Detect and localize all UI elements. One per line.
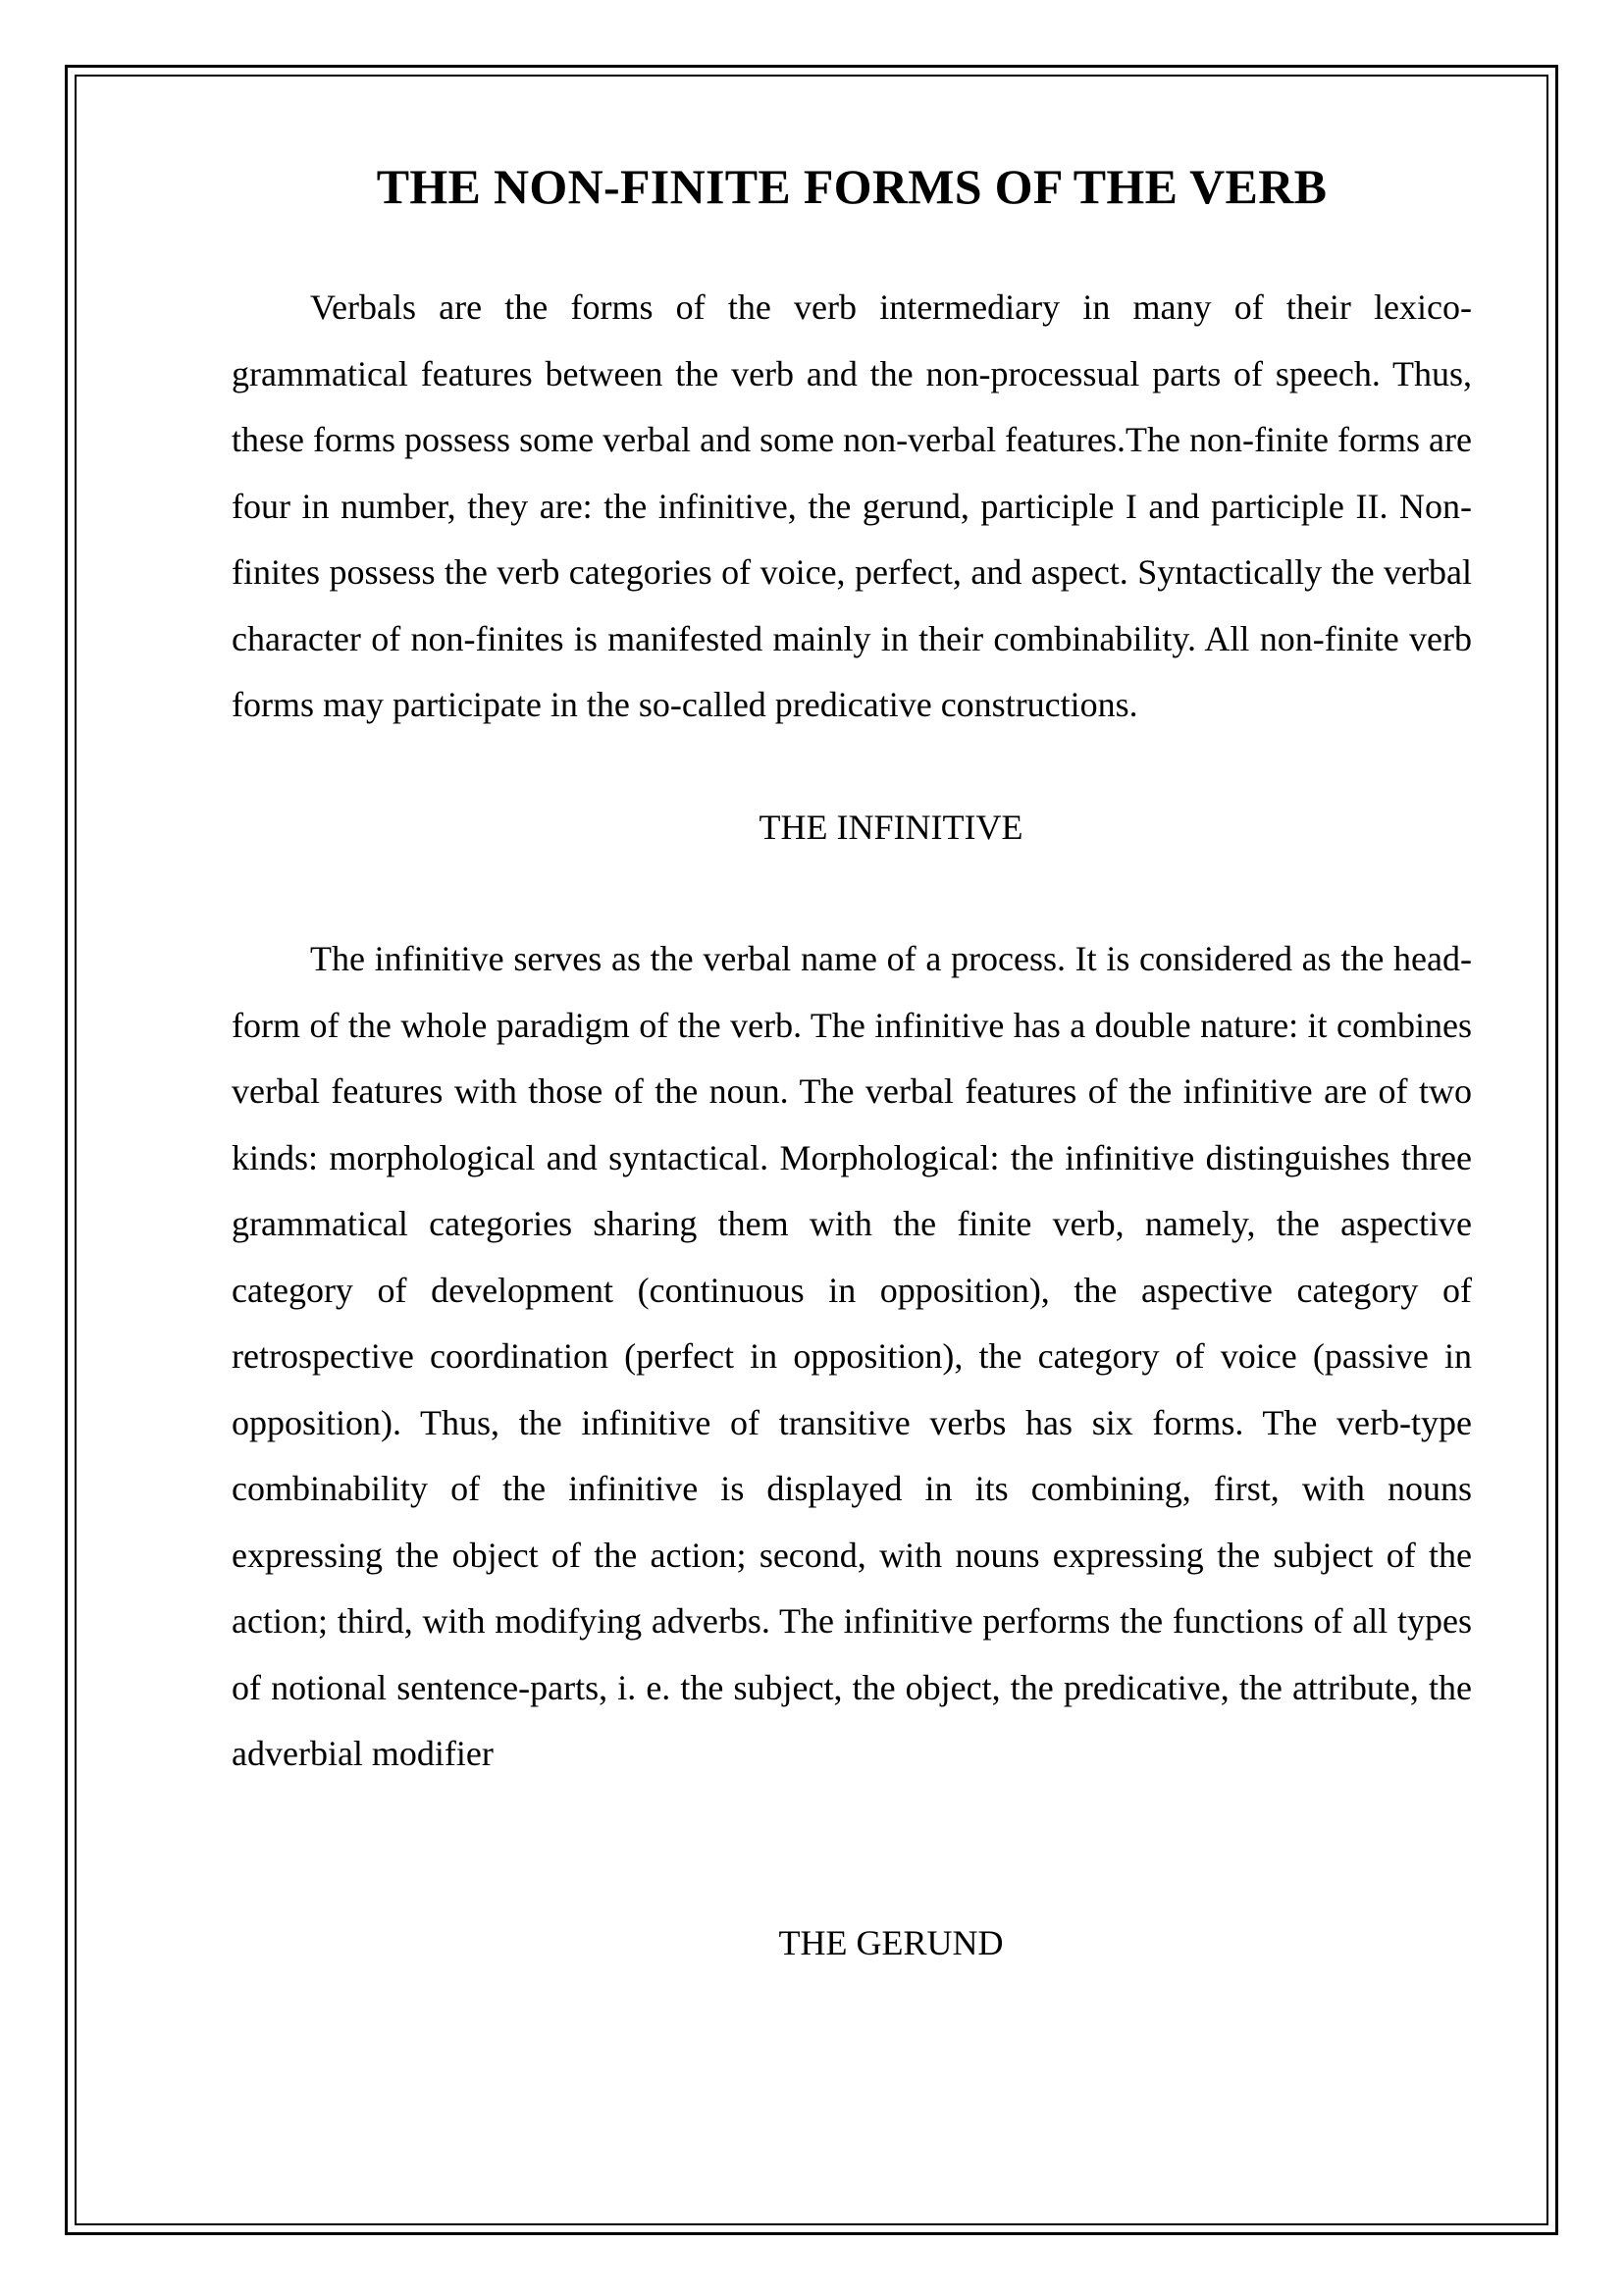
document-title: THE NON-FINITE FORMS OF THE VERB [376, 159, 1328, 214]
intro-paragraph: Verbals are the forms of the verb intermediary in many of their lexico-grammatical features between the verb and the non-processual parts of speech. Thus, these forms possess some verbal and some non-verbal features.The non-finite forms are four in number, they are: the infinitive, the gerund, participle I and participle II. Non-finites possess the verb categories of voice, perfect, and aspect. Syntactically the verbal character of non-finites is manifested mainly in their combinability. All non-finite verb forms may participate in the so-called predicative constructions. [232, 287, 1472, 724]
document-body [232, 147, 1472, 1976]
section-heading-gerund: THE GERUND [778, 1922, 1004, 1962]
infinitive-paragraph: The infinitive serves as the verbal name of a process. It is considered as the head-form of the whole paradigm of the verb. The infinitive has a double nature: it combines verbal features with those of the noun. The verbal features of the infinitive are of two kinds: morphological and syntactical. Morphological: the infinitive distinguishes three grammatical categories sharing them with the finite verb, namely, the aspective category of development (continuous in opposition), the aspective category of retrospective coordination (perfect in opposition), the category of voice (passive in opposition). Thus, the infinitive of transitive verbs has six forms. The verb-type combinability of the infinitive is displayed in its combining, first, with nouns expressing the object of the action; second, with nouns expressing the subject of the action; third, with modifying adverbs. The infinitive performs the functions of all types of notional sentence-parts, i. e. the subject, the object, the predicative, the attribute, the adverbial modifier [232, 939, 1472, 1773]
section-heading-infinitive: THE INFINITIVE [759, 807, 1023, 847]
